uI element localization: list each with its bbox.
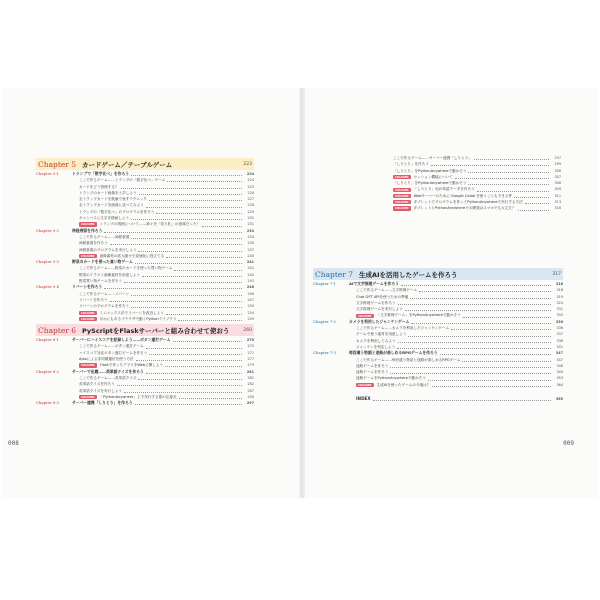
toc-item-page: 337 — [556, 332, 563, 337]
dot-leader — [451, 326, 551, 330]
dot-leader — [136, 357, 242, 361]
toc-item-title: ここで作るゲーム……サーバー連携「しりとり」 — [393, 156, 472, 160]
toc-item-page: 281 — [247, 375, 254, 380]
section-number: Chapter 7-3 — [313, 350, 336, 356]
toc-section — [36, 400, 254, 406]
toc-item-title: 迷路ゲームをPythonAnywhereで動かそう — [356, 376, 426, 381]
index-label: INDEX — [356, 396, 371, 402]
toc-item — [393, 205, 561, 211]
chapter-title: PyScriptをFlaskサーバーと組み合わせて使おう — [82, 326, 230, 335]
chapter-heading — [36, 324, 254, 336]
toc-item-page: 306 — [554, 168, 561, 173]
section-number: Chapter 6-1 — [36, 337, 59, 343]
toc-item-page: 318 — [556, 288, 563, 293]
dot-leader — [398, 301, 551, 305]
section-page: 318 — [555, 282, 563, 286]
toc-item-title: ミニマックス法でリバーシを改良しよう — [99, 310, 164, 315]
dot-leader — [398, 339, 551, 343]
toc-item-title: ここで作るゲーム……毎回違う物語と迷路が楽しめるRPGゲーム — [356, 357, 461, 362]
dot-leader — [373, 397, 551, 401]
section-title: サーバー連携「しりとり」を作ろう — [72, 400, 133, 406]
dot-leader — [110, 298, 242, 302]
dot-leader — [455, 175, 549, 179]
dot-leader — [166, 254, 242, 258]
toc-item-page: 348 — [556, 363, 563, 368]
section-number: Chapter 5-4 — [36, 284, 59, 290]
dot-leader — [167, 178, 242, 182]
toc-item-page: 316 — [554, 206, 561, 211]
dot-leader — [131, 235, 242, 239]
toc-item-title: 「文字推理ゲーム」をPythonAnywhereで動かそう — [376, 313, 461, 318]
dot-leader — [156, 210, 242, 214]
toc-item-page: 349 — [556, 370, 563, 375]
dot-leader — [178, 317, 242, 321]
dot-leader — [131, 216, 242, 220]
toc-item-page: 309 — [554, 187, 561, 192]
toc-item-title: ここで作るゲーム……ボタン連打ゲーム — [79, 344, 144, 349]
chapter-label: Chapter 6 — [38, 325, 77, 335]
toc-item-page: 324 — [556, 300, 563, 305]
dot-leader — [149, 351, 242, 355]
toc-item-title: リバーシのプログラムを作ろう — [79, 304, 130, 309]
column-badge: COLUMN — [358, 313, 372, 318]
chapter-label: Chapter 5 — [38, 159, 77, 169]
toc-item-title: タブレットとPythonAnywhereでの開発はスマホでも大丈夫？ — [413, 206, 516, 211]
toc-item-page: 347 — [556, 357, 563, 362]
left-page — [2, 88, 299, 498]
book-spread — [2, 88, 598, 498]
toc-item-title: 迷路ゲームを作ろう — [356, 370, 389, 375]
section-page: 224 — [246, 172, 254, 176]
chapter-page: 317 — [552, 271, 561, 277]
toc-item-title: ここで作るゲーム……神経衰弱 — [79, 234, 130, 239]
toc-item-page: 313 — [554, 200, 561, 205]
toc-item-title: ジャンケンを判定しよう — [356, 344, 396, 349]
section-number: Chapter 6-3 — [36, 400, 59, 406]
column-badge: COLUMN — [395, 187, 409, 192]
toc-item-page: 341 — [556, 344, 563, 349]
dot-leader — [104, 285, 242, 289]
section-number: Chapter 5-3 — [36, 259, 59, 265]
dot-leader — [104, 229, 242, 233]
toc-item-page: 353 — [556, 376, 563, 381]
column-badge: COLUMN — [395, 206, 409, 211]
toc-item-title: キャンバスに文字を描画しよう — [79, 216, 130, 221]
toc-item-page: 308 — [554, 181, 561, 186]
dot-leader — [110, 241, 242, 245]
dot-leader — [525, 200, 549, 204]
toc-item-title: 「PythonAnywhere」上で実行する際の注意点 — [99, 394, 177, 399]
dot-leader — [401, 282, 551, 286]
toc-item-title: カメラを利用してみよう — [356, 338, 396, 343]
toc-item-page: 290 — [247, 394, 254, 399]
toc-item-page: 227 — [247, 197, 254, 202]
toc-item-page: 259 — [247, 316, 254, 321]
column-badge: COLUMN — [81, 253, 95, 258]
column-badge: COLUMN — [81, 363, 95, 368]
section-title: トランプで「数字比べ」を作ろう — [72, 171, 130, 176]
toc-item — [313, 382, 563, 388]
dot-leader — [468, 169, 549, 173]
toc-item-page: 311 — [554, 193, 561, 198]
toc-item-title: ここで作るゲーム……リバーシ — [79, 291, 130, 296]
section-title: AIで文字推理ゲームを作ろう — [349, 281, 399, 286]
toc-item-title: 生成AIを使ったゲームの今後は？ — [376, 382, 431, 387]
toc-item-title: Webサーバーのために Google Colab を使うこともできる件 — [413, 193, 513, 198]
dot-leader — [179, 395, 242, 399]
dot-leader — [138, 376, 242, 380]
page-number-right: 009 — [563, 440, 574, 447]
toc-item-page: 242 — [247, 272, 254, 277]
toc-item-page: 235 — [247, 241, 254, 246]
toc-item-title: トランプの図柄について……神々を「切り札」の意味だった！ — [99, 222, 201, 227]
section-number: Chapter 5-2 — [36, 227, 59, 233]
toc-item-title: 文字推理ゲームを作ろう — [356, 300, 396, 305]
toc-item — [36, 316, 254, 322]
chapter-page: 223 — [243, 161, 252, 167]
index-page: 365 — [555, 397, 563, 402]
dot-leader — [165, 363, 242, 367]
column-badge: COLUMN — [81, 394, 95, 399]
dot-leader — [124, 279, 242, 283]
dot-leader — [477, 188, 549, 192]
section-page: 270 — [246, 338, 254, 343]
right-page — [305, 88, 598, 498]
dot-leader — [462, 358, 551, 362]
dot-leader — [408, 333, 551, 337]
dot-leader — [131, 292, 242, 296]
chapter-heading — [36, 158, 254, 170]
column-badge: COLUMN — [395, 200, 409, 205]
section-number: Chapter 7-2 — [313, 318, 336, 324]
toc-item-page: 241 — [247, 266, 254, 271]
section-title: 神経衰弱を作ろう — [72, 227, 103, 233]
chapter-title: 生成AIを活用したゲームを作ろう — [359, 270, 458, 279]
toc-item-page: 299 — [554, 162, 561, 167]
section-title: サーバーにハイスコアを記録しよう……ボタン連打ゲーム — [72, 337, 171, 343]
toc-item-title: ここで作るゲーム……文字推理ゲーム — [356, 288, 418, 293]
dot-leader — [397, 345, 551, 349]
column-badge: COLUMN — [358, 382, 372, 387]
section-title: サーバーで出題……英単語クイズを作ろう — [72, 368, 144, 374]
toc-item-title: ここで作るゲーム……トランプの「数字比べ」ゲーム — [79, 178, 166, 183]
toc-item-page: 250 — [247, 304, 254, 309]
toc-item-page: 228 — [247, 203, 254, 208]
dot-leader — [173, 338, 243, 342]
toc-item-page: 333 — [556, 313, 563, 318]
dot-leader — [514, 194, 549, 198]
toc-item-title: トランプの「数字比べ」のプログラムを作ろう — [79, 209, 155, 214]
toc-item-title: トランプのカード画像を入手しよう — [79, 190, 137, 195]
toc-item-page: 364 — [556, 382, 563, 387]
dot-leader — [135, 401, 242, 405]
column-badge: COLUMN — [81, 316, 95, 321]
column-badge: COLUMN — [395, 174, 409, 179]
toc-item-page: 297 — [554, 156, 561, 160]
dot-leader — [138, 248, 242, 252]
toc-item-title: Flaskで作ったアプリをWeb公開しよう — [99, 363, 164, 368]
toc-item-title: ハイスコア対応ボタン連打ゲームを作ろう — [79, 350, 148, 355]
section-title: 毎回違う物語と迷路が楽しめるRPGゲームを作ろう — [349, 350, 438, 356]
right-toc-continued — [393, 155, 561, 212]
dot-leader — [131, 172, 242, 176]
toc-item-title: 「しりとり」をPythonAnywhereで動かそう — [393, 168, 467, 173]
column-badge: COLUMN — [81, 222, 95, 227]
chapter-page: 260 — [243, 327, 252, 333]
toc-item-title: 「しりとり」をPythonAnywhereで動かそう — [393, 181, 467, 186]
section-page: 234 — [246, 228, 254, 233]
dot-leader — [463, 314, 551, 318]
toc-item-page: 279 — [247, 363, 254, 368]
toc-item-page: 246 — [247, 291, 254, 296]
dot-leader — [135, 260, 242, 264]
right-toc-chapter-7 — [313, 266, 563, 402]
toc-item-page: 271 — [247, 350, 254, 355]
section-page: 297 — [246, 401, 254, 406]
dot-leader — [518, 207, 550, 211]
dot-leader — [146, 370, 242, 374]
dot-leader — [405, 307, 551, 311]
column-badge: COLUMN — [395, 193, 409, 198]
toc-item-page: 270 — [247, 344, 254, 349]
toc-item-page: 277 — [247, 357, 254, 362]
dot-leader — [411, 320, 551, 324]
section-title: リバーシを作ろう — [72, 284, 103, 290]
toc-item-page: 247 — [247, 297, 254, 302]
dot-leader — [117, 382, 242, 386]
left-toc — [36, 156, 254, 406]
dot-leader — [174, 267, 242, 271]
toc-item-title: 野菜買い物ゲームを作ろう — [79, 279, 123, 284]
toc-item-page: 226 — [247, 190, 254, 195]
section-title: 野菜のカードを使った買い物ゲーム — [72, 259, 133, 265]
page-number-left: 008 — [8, 440, 19, 447]
toc-item-title: Ajaxによる非同期通信を使う方法 — [79, 357, 134, 362]
toc-item-page: 331 — [556, 307, 563, 312]
dot-leader — [149, 197, 242, 201]
column-badge: COLUMN — [81, 310, 95, 315]
toc-item-page: 287 — [247, 388, 254, 393]
toc-item-title: Chat GPT APIを使うための準備 — [356, 294, 409, 299]
toc-item-title: カードをどう管理する？ — [79, 184, 119, 189]
toc-item-title: 「しりとり」用の単語データを作ろう — [413, 187, 475, 192]
toc-item-page: 243 — [247, 279, 254, 284]
toc-item-title: ここで作るゲーム……野菜のカードを使った買い物ゲーム — [79, 266, 173, 271]
dot-leader — [474, 156, 549, 160]
toc-item-page: 307 — [554, 174, 561, 179]
toc-item-page: 338 — [556, 338, 563, 343]
section-title: カメラを利用したジャンケンゲーム — [349, 318, 410, 324]
toc-item-title: 画像素材の拡大縮小で高速化に役立てる — [99, 253, 165, 258]
toc-item-title: 英単語クイズを実行しよう — [79, 388, 122, 393]
section-page: 246 — [246, 285, 254, 290]
dot-leader — [146, 204, 242, 208]
dot-leader — [432, 383, 551, 387]
section-page: 336 — [555, 319, 563, 324]
toc-item-title: 神経衰弱のプログラムを実行しよう — [79, 247, 137, 252]
dot-leader — [202, 223, 242, 227]
section-number: Chapter 6-2 — [36, 368, 59, 374]
toc-item-title: ここで作るゲーム……カメラを利用したジャンケンゲーム — [356, 326, 450, 331]
dot-leader — [139, 191, 243, 195]
toc-item-page: 229 — [247, 209, 254, 214]
dot-leader — [419, 288, 551, 292]
toc-item-page: 336 — [556, 326, 563, 331]
toc-item-title: 神経衰弱を作ろう — [79, 241, 108, 246]
toc-item-title: セッション機能について — [413, 174, 453, 179]
toc-item-page: 254 — [247, 310, 254, 315]
toc-item-title: 「しりとり」を作ろう — [393, 162, 429, 167]
dot-leader — [131, 304, 242, 308]
toc-item-page: 240 — [247, 253, 254, 258]
chapter-heading — [313, 268, 563, 280]
toc-item-page: 282 — [247, 382, 254, 387]
section-page: 347 — [555, 351, 563, 356]
dot-leader — [390, 370, 551, 374]
dot-leader — [468, 181, 549, 185]
toc-item-page: 234 — [247, 234, 254, 239]
dot-leader — [410, 295, 551, 299]
dot-leader — [428, 377, 551, 381]
toc-item-page: 231 — [247, 216, 254, 221]
toc-item-title: 文字推理ゲームを実行しよう — [356, 307, 403, 312]
toc-item-title: 迷路ゲームを作ろう — [356, 363, 389, 368]
toc-item-title: 野菜のイラスト画像素材を用意しよう — [79, 272, 140, 277]
section-page: 281 — [246, 369, 254, 374]
toc-item-title: 全トランプカードを数値で表すテクニック — [79, 197, 147, 202]
toc-item-title: タブレットでプログラムを作ってPythonAnywhereで実行する方法 — [413, 200, 523, 205]
section-number: Chapter 5-1 — [36, 171, 59, 176]
dot-leader — [440, 351, 551, 355]
dot-leader — [146, 345, 242, 349]
chapter-label: Chapter 7 — [315, 269, 354, 279]
toc-item-title: 全トランプカードを画面に並べてみよう — [79, 203, 144, 208]
toc-index — [313, 396, 563, 402]
dot-leader — [124, 389, 242, 393]
toc-item-page: 225 — [247, 184, 254, 189]
toc-item-page: 224 — [247, 178, 254, 183]
toc-item-title: リバーシを作ろう — [79, 297, 108, 302]
toc-item-title: ゲームで使う素材を用意しよう — [356, 332, 407, 337]
toc-item-page: 231 — [247, 222, 254, 227]
dot-leader — [166, 311, 242, 315]
section-page: 241 — [246, 260, 254, 265]
toc-item-title: 英単語クイズを作ろう — [79, 382, 115, 387]
chapter-title: カードゲーム／テーブルゲーム — [82, 160, 173, 169]
dot-leader — [431, 162, 549, 166]
dot-leader — [121, 185, 242, 189]
toc-item-title: ここで作るゲーム……英単語クイズ — [79, 375, 137, 380]
dot-leader — [142, 273, 242, 277]
toc-item-title: ほかにもあるブラウザで動くPythonライブラリ — [99, 316, 177, 321]
dot-leader — [390, 364, 551, 368]
toc-item-page: 319 — [556, 294, 563, 299]
toc-item-page: 237 — [247, 247, 254, 252]
section-number: Chapter 7-1 — [313, 281, 336, 286]
